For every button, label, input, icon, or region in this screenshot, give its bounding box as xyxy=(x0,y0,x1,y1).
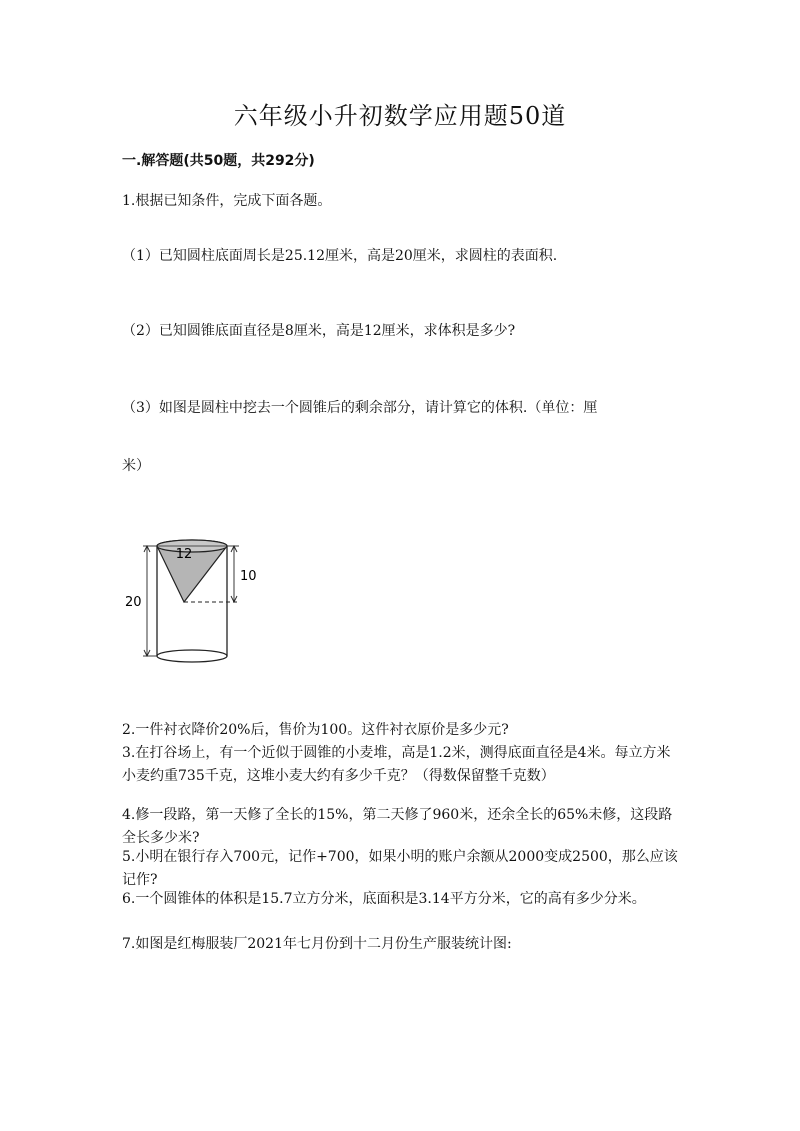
question-6: 6.一个圆锥体的体积是15.7立方分米，底面积是3.14平方分米，它的高有多少分米。 xyxy=(122,891,646,907)
question-3: 3.在打谷场上，有一个近似于圆锥的小麦堆，高是1.2米，测得底面直径是4米。每立方米小麦约重735千克，这堆小麦大约有多少千克？（得数保留整千克数） xyxy=(122,745,671,784)
question-4: 4.修一段路，第一天修了全长的15%，第二天修了960米，还余全长的65%未修，这段路全长多少米? xyxy=(122,807,673,846)
cylinder-bottom-ellipse xyxy=(157,650,227,662)
question-1-part-3-line-2: 米） xyxy=(122,458,150,474)
page-title: 六年级小升初数学应用题50道 xyxy=(233,102,567,130)
question-1-part-3-line-1: （3）如图是圆柱中挖去一个圆锥后的剩余部分，请计算它的体积.（单位：厘 xyxy=(122,400,598,416)
question-1-part-2: （2）已知圆锥底面直径是8厘米，高是12厘米，求体积是多少? xyxy=(122,323,516,339)
question-5: 5.小明在银行存入700元，记作+700，如果小明的账户余额从2000变成2500，那么应该记作? xyxy=(122,849,678,888)
section-heading: 一.解答题(共50题，共292分) xyxy=(122,153,315,169)
question-7: 7.如图是红梅服装厂2021年七月份到十二月份生产服装统计图: xyxy=(122,936,512,952)
question-2: 2.一件衬衣降价20%后，售价为100。这件衬衣原价是多少元? xyxy=(122,722,509,738)
cylinder-cone-figure xyxy=(122,530,272,675)
cylinder-height-label: 20 xyxy=(125,595,142,610)
cone-height-label: 10 xyxy=(240,569,257,584)
question-1-part-1: （1）已知圆柱底面周长是25.12厘米，高是20厘米，求圆柱的表面积. xyxy=(122,248,558,264)
diameter-label: 12 xyxy=(175,547,193,562)
question-1-stem: 1.根据已知条件，完成下面各题。 xyxy=(122,193,332,209)
